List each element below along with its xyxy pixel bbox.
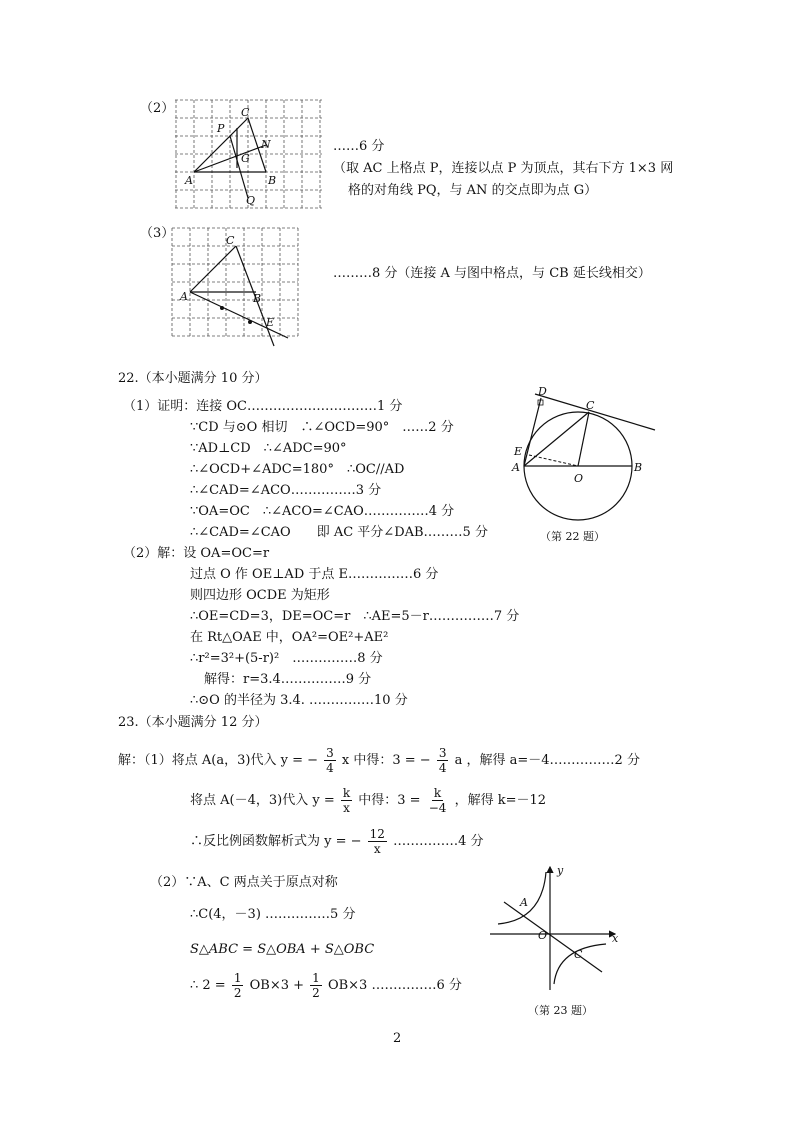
- fig22-label-c: C: [586, 399, 595, 412]
- fig22-label-d: D: [538, 385, 547, 398]
- q22-line-14: 解得：r=3.4……………9 分: [204, 672, 372, 687]
- q22-line-6: ∵OA=OC ∴∠ACO=∠CAO……………4 分: [190, 504, 455, 519]
- q22-line-9: 过点 O 作 OE⊥AD 于点 E……………6 分: [190, 567, 439, 582]
- q22-line-15: ∴⊙O 的半径为 3.4. ……………10 分: [190, 693, 408, 708]
- q21-part2-note-line2: 格的对角线 PQ，与 AN 的交点即为点 G）: [348, 183, 598, 198]
- fig3-label-a: A: [180, 290, 188, 303]
- fig2-label-a: A: [185, 174, 193, 187]
- q23-l2-pre: 将点 A(－4，3)代入 y =: [190, 793, 335, 808]
- fig2-label-n: N: [261, 138, 271, 151]
- q23-line-2: [190, 785, 546, 817]
- q21-part2-score: ……6 分: [333, 139, 385, 154]
- q22-line-3: ∵AD⊥CD ∴∠ADC=90°: [190, 441, 347, 456]
- q23-l7-post: OB×3 ……………6 分: [327, 978, 462, 993]
- q23-l1-frac2: $\frac{3}{4}$: [438, 746, 447, 775]
- fig22-label-e: E: [514, 445, 523, 458]
- q22-line-8: （2）解：设 OA=OC=r: [123, 546, 270, 561]
- fig23-label-o: O: [538, 929, 548, 942]
- q23-l2-mid: 中得：3 =: [358, 793, 421, 808]
- fig23-label-a: A: [520, 896, 528, 909]
- q21-part3-score: ………8 分（连接 A 与图中格点，与 CB 延长线相交）: [333, 266, 651, 281]
- q22-line-1: （1）证明：连接 OC…………………………1 分: [123, 399, 403, 414]
- q22-line-10: 则四边形 OCDE 为矩形: [190, 588, 330, 603]
- q23-l7-pre: ∴ 2 =: [190, 978, 226, 993]
- fig23-label-x: x: [612, 932, 619, 945]
- fig2-label-g: G: [241, 152, 250, 165]
- fig22-label-b: B: [634, 461, 643, 474]
- q23-line-1: [118, 745, 640, 777]
- q23-line-6: S△ABC = S△OBA + S△OBC: [190, 942, 375, 957]
- q23-header: 23.（本小题满分 12 分）: [118, 715, 268, 730]
- q23-l1-mid: x 中得：3 = −: [341, 753, 431, 768]
- q21-part2-label: （2）: [140, 101, 175, 116]
- q22-header: 22.（本小题满分 10 分）: [118, 371, 268, 386]
- q21-part2-note-line1: （取 AC 上格点 P，连接以点 P 为顶点，其右下方 1×3 网: [333, 161, 674, 176]
- q23-l7-frac: $\frac{1}{2}$: [233, 971, 242, 1000]
- q21-fig2: [175, 98, 325, 213]
- q23-figure-caption: （第 23 题）: [528, 1004, 593, 1017]
- fig22-label-o: O: [574, 472, 584, 485]
- q21-part3-label: （3）: [140, 226, 175, 241]
- q23-l2-frac2: $\frac{k}{-4}$: [428, 786, 447, 815]
- q22-line-13: ∴r²=3²+(5-r)² ……………8 分: [190, 651, 383, 666]
- q22-figure-caption: （第 22 题）: [540, 530, 605, 543]
- q23-l7-mid: OB×3 +: [249, 978, 305, 993]
- q23-l2-frac: $\frac{k}{x}$: [342, 786, 351, 815]
- q23-figure: [490, 862, 625, 992]
- q23-line-4: （2）∵A、C 两点关于原点对称: [150, 875, 338, 890]
- fig23-label-c: C: [574, 948, 583, 961]
- fig3-label-b: B: [253, 292, 262, 305]
- q22-line-4: ∴∠OCD+∠ADC=180° ∴OC//AD: [190, 462, 405, 477]
- q23-l1-pre: 解：（1）将点 A(a，3)代入 y = −: [118, 753, 318, 768]
- q23-l2-post: ，解得 k=－12: [454, 793, 547, 808]
- q22-line-7: ∴∠CAD=∠CAO 即 AC 平分∠DAB………5 分: [190, 525, 488, 540]
- fig2-label-q: Q: [246, 194, 256, 207]
- fig23-label-y: y: [557, 864, 564, 877]
- q23-l3-frac: $\frac{12}{x}$: [369, 827, 385, 856]
- q21-fig3: [170, 226, 300, 350]
- q22-line-11: ∴OE=CD=3，DE=OC=r ∴AE=5－r……………7 分: [190, 609, 520, 624]
- fig3-label-c: C: [226, 234, 235, 247]
- fig22-label-a: A: [512, 461, 520, 474]
- fig2-label-c: C: [241, 106, 250, 119]
- q23-line-3: [190, 826, 484, 858]
- q23-l3-pre: ∴反比例函数解析式为 y = −: [190, 834, 362, 849]
- fig2-label-b: B: [268, 174, 277, 187]
- q23-line-5: ∴C(4，－3) ……………5 分: [190, 907, 356, 922]
- q23-l1-post: a ，解得 a=－4……………2 分: [454, 753, 640, 768]
- fig3-label-e: E: [266, 316, 275, 329]
- q22-line-5: ∴∠CAD=∠ACO……………3 分: [190, 483, 382, 498]
- page-number: 2: [393, 1031, 402, 1046]
- q22-line-12: 在 Rt△OAE 中，OA²=OE²+AE²: [190, 630, 389, 645]
- q23-line-7: [190, 970, 462, 1002]
- q22-line-2: ∵CD 与⊙O 相切 ∴∠OCD=90° ……2 分: [190, 420, 454, 435]
- q23-l3-post: ……………4 分: [393, 834, 484, 849]
- q22-figure: [505, 382, 660, 522]
- q23-l1-frac: $\frac{3}{4}$: [326, 746, 334, 775]
- fig2-label-p: P: [217, 122, 225, 135]
- q23-l7-frac2: $\frac{1}{2}$: [312, 971, 320, 1000]
